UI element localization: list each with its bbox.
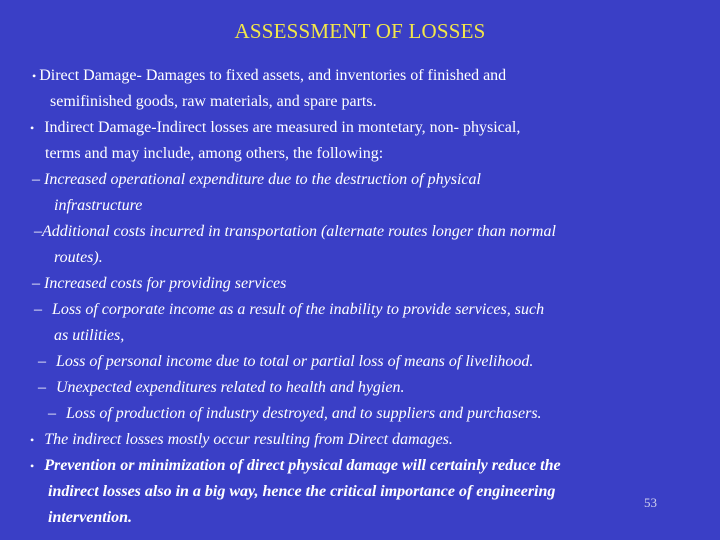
- sub-item-services: [32, 274, 286, 294]
- bullet-marker: •: [30, 433, 35, 447]
- sub-item-text: Loss of corporate income as a result of the inability to provide services, such: [52, 301, 545, 318]
- sub-item-text: Unexpected expenditures related to health and hygien.: [56, 379, 405, 396]
- sub-item-personal-income: [38, 352, 533, 372]
- bullet-indirect-losses: [30, 430, 453, 450]
- sub-item-operational-cont: infrastructure: [54, 197, 143, 214]
- sub-item-loss-of-production: [48, 404, 542, 424]
- indirect-damage-text: -Indirect losses are measured in montetary, non- physical,: [151, 119, 521, 136]
- dash-marker: –: [34, 223, 42, 240]
- bullet-indirect-losses-text: The indirect losses mostly occur resulting from Direct damages.: [44, 431, 453, 448]
- bullet-prevention-cont-1: indirect losses also in a big way, hence the critical importance of engineering: [48, 483, 556, 500]
- bullet-prevention: [30, 456, 561, 476]
- sub-item-unexpected-expenditures: [38, 378, 404, 398]
- dash-marker: –: [38, 379, 46, 396]
- slide-title: ASSESSMENT OF LOSSES: [234, 19, 486, 43]
- sub-item-text: Loss of production of industry destroyed, and to suppliers and purchasers.: [66, 405, 542, 422]
- dash-marker: –: [32, 275, 40, 292]
- dash-marker: –: [48, 405, 56, 422]
- indirect-damage-continuation: terms and may include, among others, the following:: [45, 145, 384, 162]
- bullet-prevention-text: Prevention or minimization of direct physical damage will certainly reduce the: [44, 457, 561, 474]
- sub-item-transportation-cont: routes).: [54, 249, 103, 266]
- sub-item-transportation: [34, 222, 556, 242]
- sub-item-corporate-income-cont: as utilities,: [54, 327, 125, 344]
- term-direct-damage: Direct Damage: [39, 67, 137, 84]
- direct-damage-continuation: semifinished goods, raw materials, and spare parts.: [50, 93, 377, 110]
- sub-item-text: Loss of personal income due to total or partial loss of means of livelihood.: [56, 353, 534, 370]
- dash-marker: –: [34, 301, 42, 318]
- bullet-marker: •: [32, 69, 37, 83]
- bullet-marker: •: [30, 121, 35, 135]
- bullet-indirect-damage: [30, 118, 520, 138]
- bullet-prevention-cont-2: intervention.: [48, 509, 133, 526]
- sub-item-corporate-income: [34, 300, 544, 320]
- page-number: 53: [644, 495, 657, 510]
- dash-marker: –: [32, 171, 40, 188]
- sub-item-text: Additional costs incurred in transportation (alternate routes longer than normal: [42, 223, 556, 240]
- direct-damage-text: - Damages to fixed assets, and inventories of finished and: [136, 67, 507, 84]
- dash-marker: –: [38, 353, 46, 370]
- sub-item-text: Increased operational expenditure due to the destruction of physical: [44, 171, 481, 188]
- term-indirect-damage: Indirect Damage: [44, 119, 152, 136]
- sub-item-operational: [32, 170, 481, 190]
- bullet-direct-damage: [32, 66, 506, 86]
- sub-item-text: Increased costs for providing services: [44, 275, 287, 292]
- bullet-marker: •: [30, 459, 35, 473]
